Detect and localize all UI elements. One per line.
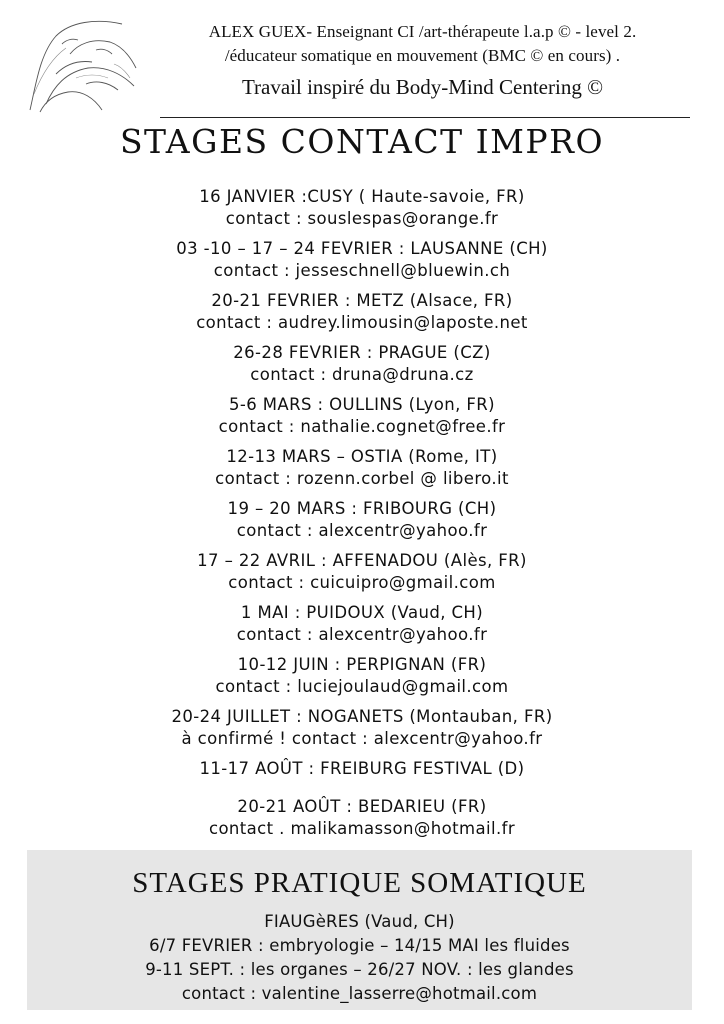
header-credentials-2: /éducateur somatique en mouvement (BMC © en cours) .	[224, 46, 621, 65]
somatique-dates-2: 9-11 SEPT. : les organes – 26/27 NOV. : les glandes	[145, 960, 574, 979]
event-date-place: 26-28 FEVRIER : PRAGUE (CZ)	[233, 343, 491, 362]
event-date-place: 20-24 JUILLET : NOGANETS (Montauban, FR)	[171, 707, 553, 726]
event-contact: contact : rozenn.corbel @ libero.it	[215, 469, 509, 488]
event-contact: contact : nathalie.cognet@free.fr	[218, 417, 506, 436]
event-contact: contact : jesseschnell@bluewin.ch	[213, 261, 511, 280]
page-title: STAGES CONTACT IMPRO	[119, 122, 605, 161]
event-date-place: 11-17 AOÛT : FREIBURG FESTIVAL (D)	[199, 759, 525, 778]
event-contact: contact : alexcentr@yahoo.fr	[236, 625, 488, 644]
event-contact: contact : druna@druna.cz	[250, 365, 474, 384]
event-item	[0, 186, 724, 230]
event-date-place: 10-12 JUIN : PERPIGNAN (FR)	[237, 655, 487, 674]
event-date-place: 5-6 MARS : OULLINS (Lyon, FR)	[229, 395, 495, 414]
event-item	[0, 498, 724, 542]
header-divider	[160, 117, 690, 118]
event-date-place: 20-21 AOÛT : BEDARIEU (FR)	[237, 797, 487, 816]
event-contact: contact : luciejoulaud@gmail.com	[215, 677, 509, 696]
event-date-place: 1 MAI : PUIDOUX (Vaud, CH)	[240, 603, 484, 622]
event-date-place: 12-13 MARS – OSTIA (Rome, IT)	[226, 447, 498, 466]
event-contact: contact : souslespas@orange.fr	[225, 209, 499, 228]
event-contact: contact : alexcentr@yahoo.fr	[236, 521, 488, 540]
event-item	[0, 550, 724, 594]
event-item	[0, 446, 724, 490]
event-contact: à confirmé ! contact : alexcentr@yahoo.fr	[181, 729, 543, 748]
event-item	[0, 602, 724, 646]
event-item	[0, 238, 724, 282]
event-date-place: 20-21 FEVRIER : METZ (Alsace, FR)	[211, 291, 513, 310]
event-list	[0, 186, 724, 848]
event-date-place: 16 JANVIER :CUSY ( Haute-savoie, FR)	[199, 187, 525, 206]
header	[150, 20, 695, 102]
event-item	[0, 706, 724, 750]
event-item	[0, 290, 724, 334]
somatique-section	[27, 850, 692, 1010]
event-contact: contact : cuicuipro@gmail.com	[228, 573, 496, 592]
event-item	[0, 394, 724, 438]
event-item	[0, 654, 724, 698]
somatique-details	[27, 910, 692, 1006]
somatique-location: FIAUGèRES (Vaud, CH)	[264, 912, 455, 931]
event-contact: contact : audrey.limousin@laposte.net	[196, 313, 528, 332]
header-credentials: ALEX GUEX- Enseignant CI /art-thérapeute l.a.p © - level 2.	[208, 22, 637, 41]
event-date-place: 03 -10 – 17 – 24 FEVRIER : LAUSANNE (CH)	[176, 239, 548, 258]
event-item	[0, 758, 724, 780]
header-subtitle: Travail inspiré du Body-Mind Centering ©	[241, 75, 604, 99]
event-date-place: 19 – 20 MARS : FRIBOURG (CH)	[227, 499, 497, 518]
event-contact: contact . malikamasson@hotmail.fr	[208, 819, 516, 838]
somatique-contact: contact : valentine_lasserre@hotmail.com	[181, 984, 538, 1003]
event-item	[0, 342, 724, 386]
somatique-dates-1: 6/7 FEVRIER : embryologie – 14/15 MAI les fluides	[149, 936, 570, 955]
event-item	[0, 796, 724, 840]
somatique-title: STAGES PRATIQUE SOMATIQUE	[132, 867, 587, 899]
event-date-place: 17 – 22 AVRIL : AFFENADOU (Alès, FR)	[197, 551, 527, 570]
hand-sketch-icon	[26, 14, 146, 114]
